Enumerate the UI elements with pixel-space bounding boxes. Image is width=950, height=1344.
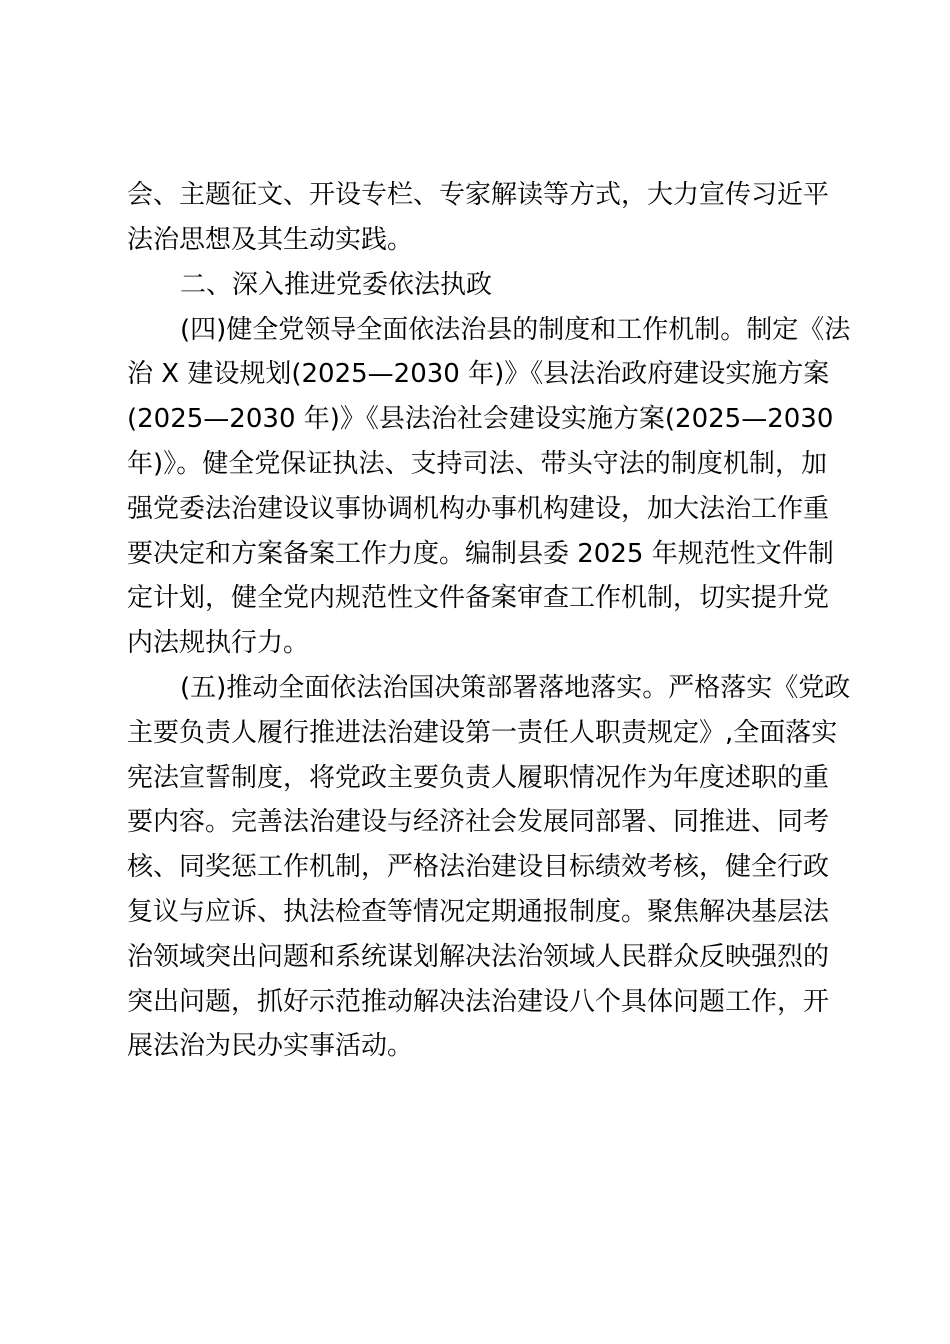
text-line: 主要负责人履行推进法治建设第一责任人职责规定》,全面落实 [127,718,838,748]
text-line: 复议与应诉、执法检查等情况定期通报制度。聚焦解决基层法 [127,897,830,927]
text-line: 核、同奖惩工作机制，严格法治建设目标绩效考核，健全行政 [127,852,830,882]
text-line: (2025—2030 年)》《县法治社会建设实施方案(2025—2030 [127,404,834,434]
text-line: 年)》。健全党保证执法、支持司法、带头守法的制度机制，加 [127,449,827,479]
text-line: 会、主题征文、开设专栏、专家解读等方式，大力宣传习近平 [127,180,830,210]
text-line: 要内容。完善法治建设与经济社会发展同部署、同推进、同考 [127,807,830,837]
text-line: 突出问题，抓好示范推动解决法治建设八个具体问题工作，开 [127,987,830,1017]
text-line: 治 X 建设规划(2025—2030 年)》《县法治政府建设实施方案 [127,359,830,389]
text-line: 要决定和方案备案工作力度。编制县委 2025 年规范性文件制 [127,539,834,569]
text-line: 定计划，健全党内规范性文件备案审查工作机制，切实提升党 [127,583,830,613]
paragraph-first-line: (四)健全党领导全面依法治县的制度和工作机制。制定《法 [180,315,851,345]
text-line: 宪法宣誓制度，将党政主要负责人履职情况作为年度述职的重 [127,763,830,793]
text-line: 内法规执行力。 [127,628,310,658]
text-line: 展法治为民办实事活动。 [127,1031,414,1061]
section-heading: 二、深入推进党委依法执政 [180,270,493,300]
text-line: 治领域突出问题和系统谋划解决法治领域人民群众反映强烈的 [127,942,830,972]
paragraph-first-line: (五)推动全面依法治国决策部署落地落实。严格落实《党政 [180,673,851,703]
text-line: 强党委法治建设议事协调机构办事机构建设，加大法治工作重 [127,494,830,524]
text-line: 法治思想及其生动实践。 [127,225,414,255]
